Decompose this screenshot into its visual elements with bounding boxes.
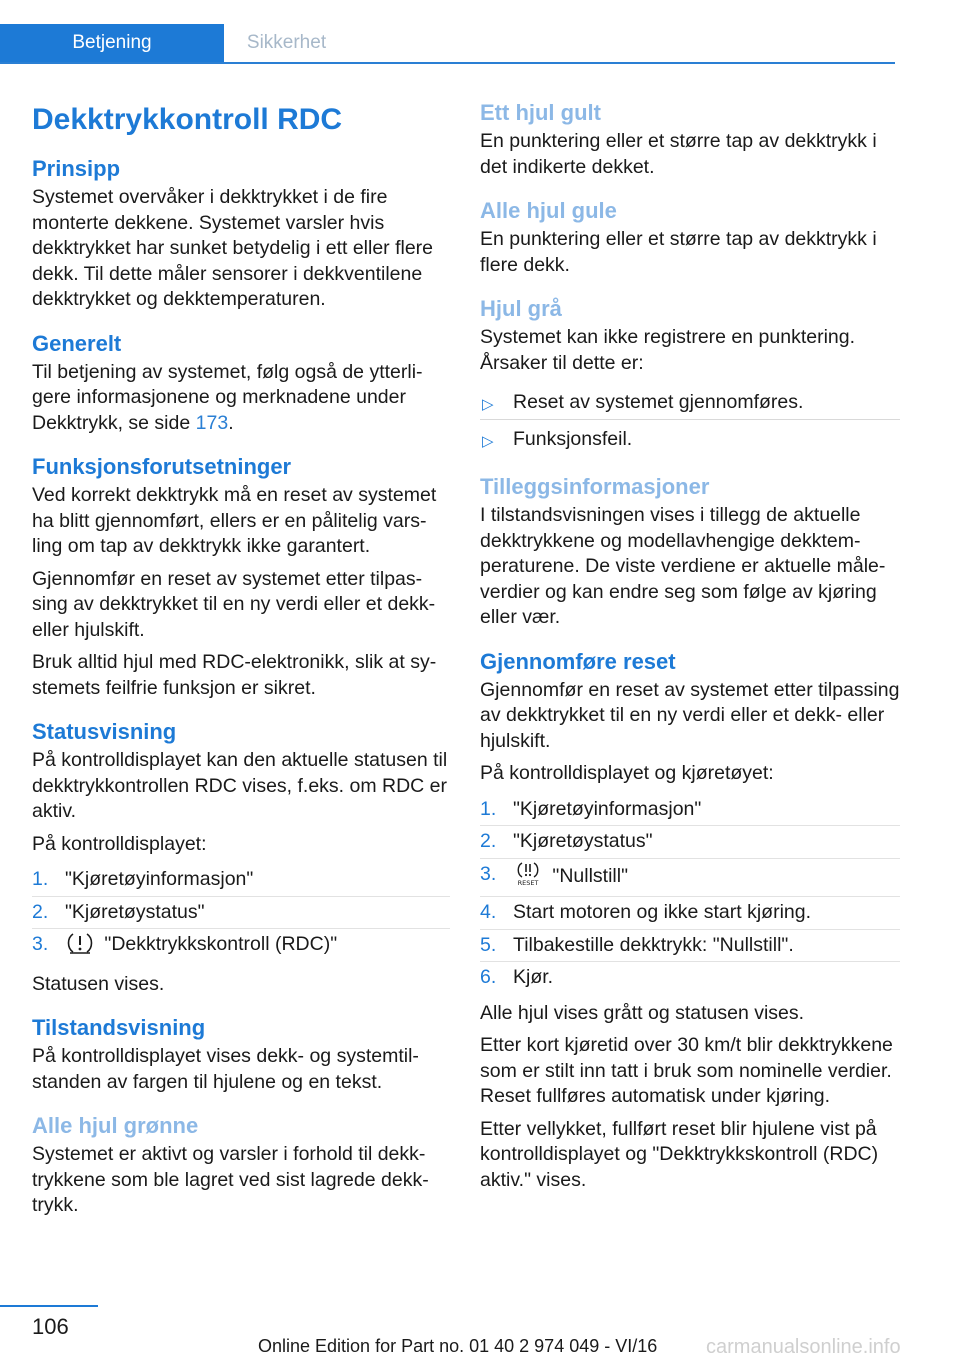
- reset-paragraph-2: På kontrolldisplayet og kjøretøyet:: [480, 762, 774, 784]
- generelt-text-after: .: [228, 411, 234, 434]
- list-item: [480, 794, 900, 827]
- step-text: "Kjøretøyinformasjon": [513, 797, 702, 820]
- step-text: Tilbakestille dekktrykk: "Nullstill".: [513, 933, 794, 956]
- step-text: Start motoren og ikke start kjøring.: [513, 901, 812, 923]
- reset-paragraph-3: Alle hjul vises grått og statusen vises.: [480, 1001, 805, 1024]
- step-number: 2.: [480, 830, 497, 852]
- list-item: [32, 864, 450, 897]
- gult-text: En punktering eller et større tap av dekktrykk i det indikerte dekket.: [480, 130, 877, 178]
- list-item: [480, 420, 900, 456]
- tab-betjening[interactable]: Betjening: [0, 24, 224, 62]
- watermark: carmanualsonline.info: [706, 1336, 901, 1358]
- gule-text: En punktering eller et større tap av dekktrykk i flere dekk.: [480, 228, 877, 276]
- funksjon-paragraph-1: Ved korrekt dekktrykk må en reset av systemet ha blitt gjennomført, ellers er en pålitelig varsling om tap av dekktrykk ikke garantert.: [32, 484, 437, 557]
- reset-icon-label: RESET: [517, 878, 539, 886]
- step-text: "Dekktrykkskontroll (RDC)": [99, 933, 338, 955]
- right-column: [480, 96, 900, 1200]
- heading-tilleggsinformasjoner: Tilleggsinformasjoner: [480, 474, 710, 499]
- heading-hjul-gra: Hjul grå: [480, 296, 562, 321]
- step-text: "Kjøretøystatus": [65, 900, 205, 923]
- generelt-text: [32, 360, 450, 437]
- funksjon-paragraph-3: Bruk alltid hjul med RDC-elektronikk, slik at systemets feilfrie funksjon er sikret.: [32, 651, 437, 699]
- step-number: 2.: [32, 900, 49, 923]
- page-number: 106: [32, 1314, 69, 1339]
- gra-bullets: [480, 383, 900, 456]
- list-item: [32, 897, 450, 930]
- list-item: [480, 383, 900, 420]
- step-number: 3.: [480, 862, 497, 885]
- reset-paragraph-4: Etter kort kjøretid over 30 km/t blir dekktrykkene som er stilt inn tatt i bruk som nominelle verdier. Reset fullføres automatisk under kjøring.: [480, 1034, 893, 1107]
- list-item: [480, 826, 900, 859]
- heading-statusvisning: Statusvisning: [32, 719, 177, 744]
- step-text: "Kjøretøystatus": [513, 830, 653, 852]
- edition-note: Online Edition for Part no. 01 40 2 974 049 - VI/16: [258, 1336, 658, 1356]
- status-after-text: Statusen vises.: [32, 972, 165, 995]
- status-paragraph-1: På kontrolldisplayet kan den aktuelle statusen til dekktrykkontrollen RDC vises, f.eks. om RDC er aktiv.: [32, 749, 448, 822]
- tire-pressure-reset-icon: [513, 862, 543, 894]
- step-text: "Kjøretøyinformasjon": [65, 868, 254, 890]
- tillegg-text: I tilstandsvisningen vises i tillegg de aktuelle dekktrykkene og modellavhengige dekktemperaturene. De viste verdiene er aktuelle måleverdier og kan endre seg som følge av kjøring eller vær.: [480, 504, 886, 628]
- chapter-tabbar: [0, 24, 895, 64]
- reset-paragraph-1: Gjennomfør en reset av systemet etter tilpassing av dekktrykket til en ny verdi eller et dekk- eller hjulskift.: [480, 678, 900, 752]
- prinsipp-text: Systemet overvåker i dekktrykket i de fire monterte dekkene. Systemet varsler hvis dekktrykket har sunket betydelig i ett eller flere dekk. Til dette måler sensorer i dekkventilene dekktrykket og dekktemperaturen.: [32, 186, 434, 310]
- triangle-bullet-icon: ▷: [482, 433, 494, 450]
- funksjon-paragraph-2: Gjennomfør en reset av systemet etter tilpassing av dekktrykket til en ny verdi eller et dekk- eller hjulskift.: [32, 567, 436, 641]
- left-column: [32, 96, 450, 1226]
- list-item: [480, 897, 900, 930]
- heading-prinsipp: Prinsipp: [32, 156, 121, 181]
- gronne-text: Systemet er aktivt og varsler i forhold til dekktrykkene som ble lagret ved sist lagrede dekktrykk.: [32, 1143, 429, 1216]
- bullet-text: Funksjonsfeil.: [513, 428, 633, 450]
- gra-text: Systemet kan ikke registrere en punktering. Årsaker til dette er:: [480, 326, 856, 374]
- triangle-bullet-icon: ▷: [482, 396, 494, 413]
- generelt-text-before: Til betjening av systemet, følg også de ytterligere informasjonene og merknadene under Dekktrykk, se side: [32, 360, 423, 434]
- page-link-173[interactable]: 173: [195, 411, 229, 434]
- list-item: [480, 930, 900, 963]
- list-item: [32, 929, 450, 965]
- heading-generelt: Generelt: [32, 330, 122, 356]
- status-steps: [32, 864, 450, 965]
- heading-alle-hjul-gronne: Alle hjul grønne: [32, 1113, 199, 1138]
- step-number: 6.: [480, 966, 497, 988]
- heading-tilstandsvisning: Tilstandsvisning: [32, 1015, 206, 1040]
- step-text: Kjør.: [513, 966, 554, 988]
- tilstand-text: På kontrolldisplayet vises dekk- og systemtilstanden av fargen til hjulene og en tekst.: [32, 1045, 419, 1093]
- step-number: 5.: [480, 933, 497, 956]
- footer-rule: [0, 1305, 98, 1307]
- step-text: "Nullstill": [547, 864, 629, 887]
- heading-gjennomfore-reset: Gjennomføre reset: [480, 648, 676, 674]
- list-item: [480, 962, 900, 994]
- heading-ett-hjul-gult: Ett hjul gult: [480, 100, 601, 125]
- heading-alle-hjul-gule: Alle hjul gule: [480, 198, 617, 223]
- step-number: 4.: [480, 901, 497, 923]
- step-number: 1.: [480, 797, 497, 820]
- bullet-text: Reset av systemet gjennomføres.: [513, 391, 804, 413]
- status-paragraph-2: På kontrolldisplayet:: [32, 832, 207, 855]
- list-item: [480, 859, 900, 898]
- step-number: 3.: [32, 933, 49, 955]
- reset-paragraph-5: Etter vellykket, fullført reset blir hjulene vist på kontrolldisplayet og "Dekktrykkskontroll (RDC) aktiv." vises.: [480, 1117, 879, 1191]
- tire-pressure-warning-icon: [65, 932, 95, 962]
- step-number: 1.: [32, 868, 49, 890]
- page-title: Dekktrykkontroll RDC: [32, 103, 343, 136]
- heading-funksjonsforutsetninger: Funksjonsforutsetninger: [32, 454, 292, 479]
- tab-sikkerhet[interactable]: Sikkerhet: [246, 32, 327, 53]
- reset-steps: [480, 794, 900, 994]
